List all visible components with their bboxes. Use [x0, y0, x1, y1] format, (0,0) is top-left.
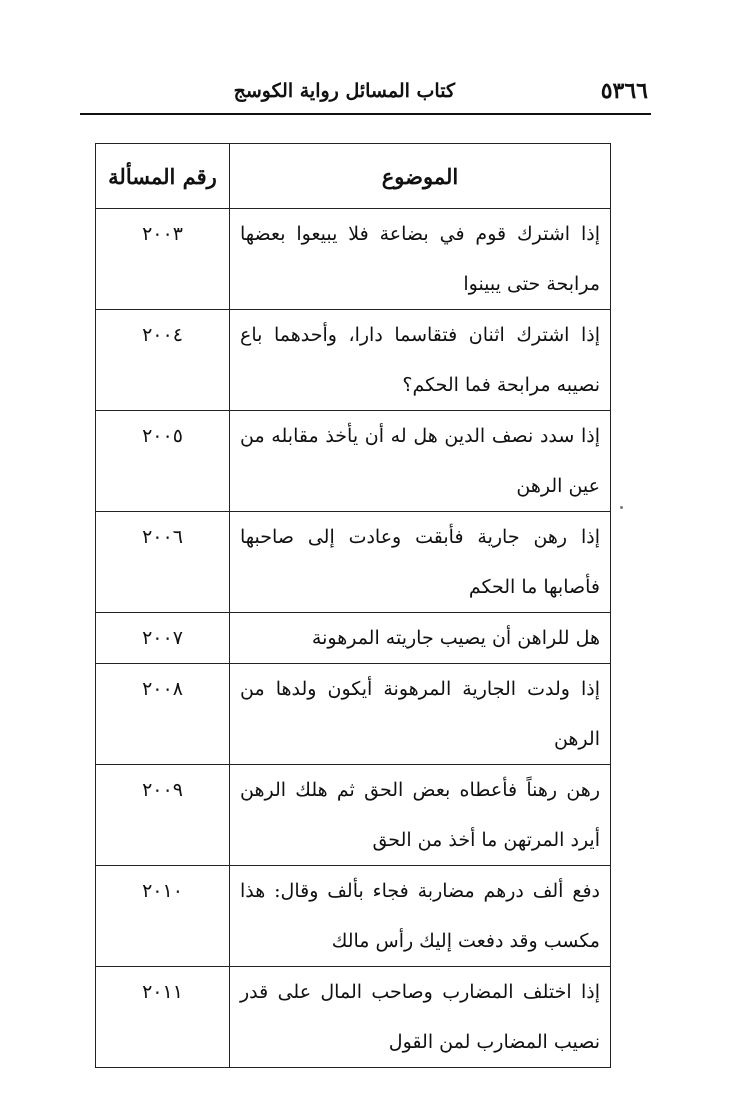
column-header-number: رقم المسألة	[96, 144, 230, 209]
table-row	[96, 967, 611, 1068]
table-row	[96, 512, 611, 613]
table-row	[96, 310, 611, 411]
issue-number-cell: ٢٠١٠	[96, 866, 230, 967]
table-row	[96, 664, 611, 765]
table-row	[96, 411, 611, 512]
table-header-row	[96, 144, 611, 209]
issue-number-cell: ٢٠٠٨	[96, 664, 230, 765]
table-row	[96, 866, 611, 967]
topic-cell: إذا سدد نصف الدين هل له أن يأخذ مقابله من عين الرهن	[230, 411, 611, 512]
topic-cell: إذا رهن جارية فأبقت وعادت إلى صاحبها فأصابها ما الحكم	[230, 512, 611, 613]
topic-cell: إذا اشترك اثنان فتقاسما دارا، وأحدهما باع نصيبه مرابحة فما الحكم؟	[230, 310, 611, 411]
topic-cell: إذا اختلف المضارب وصاحب المال على قدر نصيب المضارب لمن القول	[230, 967, 611, 1068]
topic-cell: هل للراهن أن يصيب جاريته المرهونة	[230, 613, 611, 664]
book-title: كتاب المسائل رواية الكوسج	[233, 80, 455, 102]
issue-number-cell: ٢٠١١	[96, 967, 230, 1068]
table-row	[96, 613, 611, 664]
issue-number-cell: ٢٠٠٥	[96, 411, 230, 512]
topic-cell: دفع ألف درهم مضاربة فجاء بألف وقال: هذا مكسب وقد دفعت إليك رأس مالك	[230, 866, 611, 967]
issues-table	[95, 143, 611, 1068]
table-row	[96, 765, 611, 866]
column-header-topic: الموضوع	[230, 144, 611, 209]
issue-number-cell: ٢٠٠٩	[96, 765, 230, 866]
table-row	[96, 209, 611, 310]
topic-cell: رهن رهناً فأعطاه بعض الحق ثم هلك الرهن أيرد المرتهن ما أخذ من الحق	[230, 765, 611, 866]
issue-number-cell: ٢٠٠٤	[96, 310, 230, 411]
issue-number-cell: ٢٠٠٧	[96, 613, 230, 664]
issue-number-cell: ٢٠٠٦	[96, 512, 230, 613]
margin-speck	[620, 506, 623, 509]
issue-number-cell: ٢٠٠٣	[96, 209, 230, 310]
topic-cell: إذا ولدت الجارية المرهونة أيكون ولدها من الرهن	[230, 664, 611, 765]
topic-cell: إذا اشترك قوم في بضاعة فلا يبيعوا بعضها مرابحة حتى يبينوا	[230, 209, 611, 310]
page-header	[80, 78, 650, 112]
page-number: ٥٣٦٦	[600, 78, 648, 104]
header-divider	[80, 113, 651, 115]
